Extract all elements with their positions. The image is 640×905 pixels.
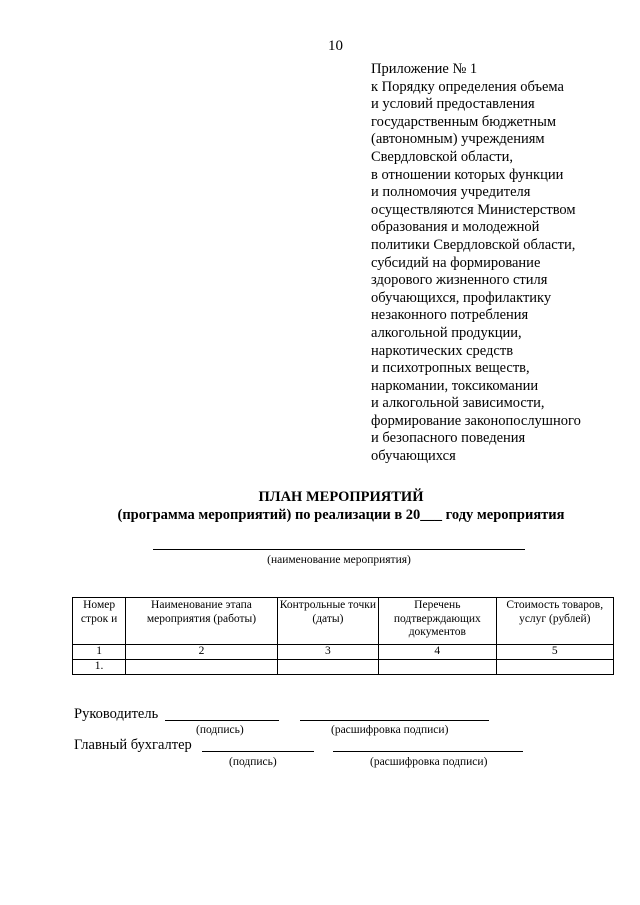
column-header-row-number: Номер строк и <box>73 598 126 645</box>
table-header-row <box>73 598 614 645</box>
appendix-line: Свердловской области, <box>371 148 514 165</box>
page-number: 10 <box>328 38 343 54</box>
appendix-block <box>371 61 633 466</box>
appendix-line: незаконного потребления <box>371 307 529 324</box>
accountant-signature-line <box>202 751 314 752</box>
accountant-decoding-caption: (расшифровка подписи) <box>370 756 488 768</box>
event-name-caption: (наименование мероприятия) <box>267 554 411 566</box>
appendix-line: политики Свердловской области, <box>371 236 576 253</box>
table-cell: 1. <box>73 660 126 675</box>
accountant-signature-caption: (подпись) <box>229 756 277 768</box>
accountant-decoding-line <box>333 751 523 752</box>
head-signature-caption: (подпись) <box>196 724 244 736</box>
table-cell <box>379 660 496 675</box>
appendix-line: в отношении которых функции <box>371 166 564 183</box>
head-label: Руководитель <box>74 706 159 722</box>
appendix-line: (автономным) учреждениям <box>371 131 545 148</box>
appendix-line: и условий предоставления <box>371 96 535 113</box>
table-cell <box>277 660 378 675</box>
appendix-line: к Порядку определения объема <box>371 78 564 95</box>
table-cell: 2 <box>126 645 278 660</box>
table-cell <box>496 660 613 675</box>
appendix-line: осуществляются Министерством <box>371 201 576 218</box>
appendix-line: субсидий на формирование <box>371 254 541 271</box>
column-header-documents: Перечень подтверждающих документов <box>379 598 496 645</box>
column-header-stage-name: Наименование этапа мероприятия (работы) <box>126 598 278 645</box>
appendix-line: Приложение № 1 <box>371 61 478 77</box>
appendix-line: наркотических средств <box>371 342 514 359</box>
accountant-label: Главный бухгалтер <box>74 737 192 753</box>
table-cell: 3 <box>277 645 378 660</box>
plan-title-subtitle: (программа мероприятий) по реализации в 20___ году мероприятия <box>117 507 565 523</box>
plan-title <box>0 488 640 524</box>
appendix-line: и полномочия учредителя <box>371 184 531 201</box>
column-header-cost: Стоимость товаров, услуг (рублей) <box>496 598 613 645</box>
head-signature-line <box>165 720 279 721</box>
head-decoding-caption: (расшифровка подписи) <box>331 724 449 736</box>
plan-table <box>72 597 614 675</box>
event-name-line <box>153 549 525 550</box>
appendix-line: государственным бюджетным <box>371 113 557 130</box>
table-cell: 4 <box>379 645 496 660</box>
appendix-line: обучающихся <box>371 448 456 465</box>
table-cell <box>126 660 278 675</box>
table-cell: 1 <box>73 645 126 660</box>
appendix-line: наркомании, токсикомании <box>371 377 539 394</box>
appendix-line: и алкогольной зависимости, <box>371 395 545 412</box>
column-header-control-points: Контрольные точки (даты) <box>277 598 378 645</box>
appendix-line: алкогольной продукции, <box>371 324 522 341</box>
appendix-line: обучающихся, профилактику <box>371 289 552 306</box>
appendix-line: здорового жизненного стиля <box>371 272 548 289</box>
table-row <box>73 660 614 675</box>
table-numbering-row <box>73 645 614 660</box>
plan-title-main: ПЛАН МЕРОПРИЯТИЙ <box>258 489 424 505</box>
head-decoding-line <box>300 720 489 721</box>
table-cell: 5 <box>496 645 613 660</box>
appendix-line: образования и молодежной <box>371 219 540 236</box>
appendix-line: формирование законопослушного <box>371 412 581 429</box>
appendix-line: и психотропных веществ, <box>371 360 530 377</box>
appendix-line: и безопасного поведения <box>371 430 526 447</box>
